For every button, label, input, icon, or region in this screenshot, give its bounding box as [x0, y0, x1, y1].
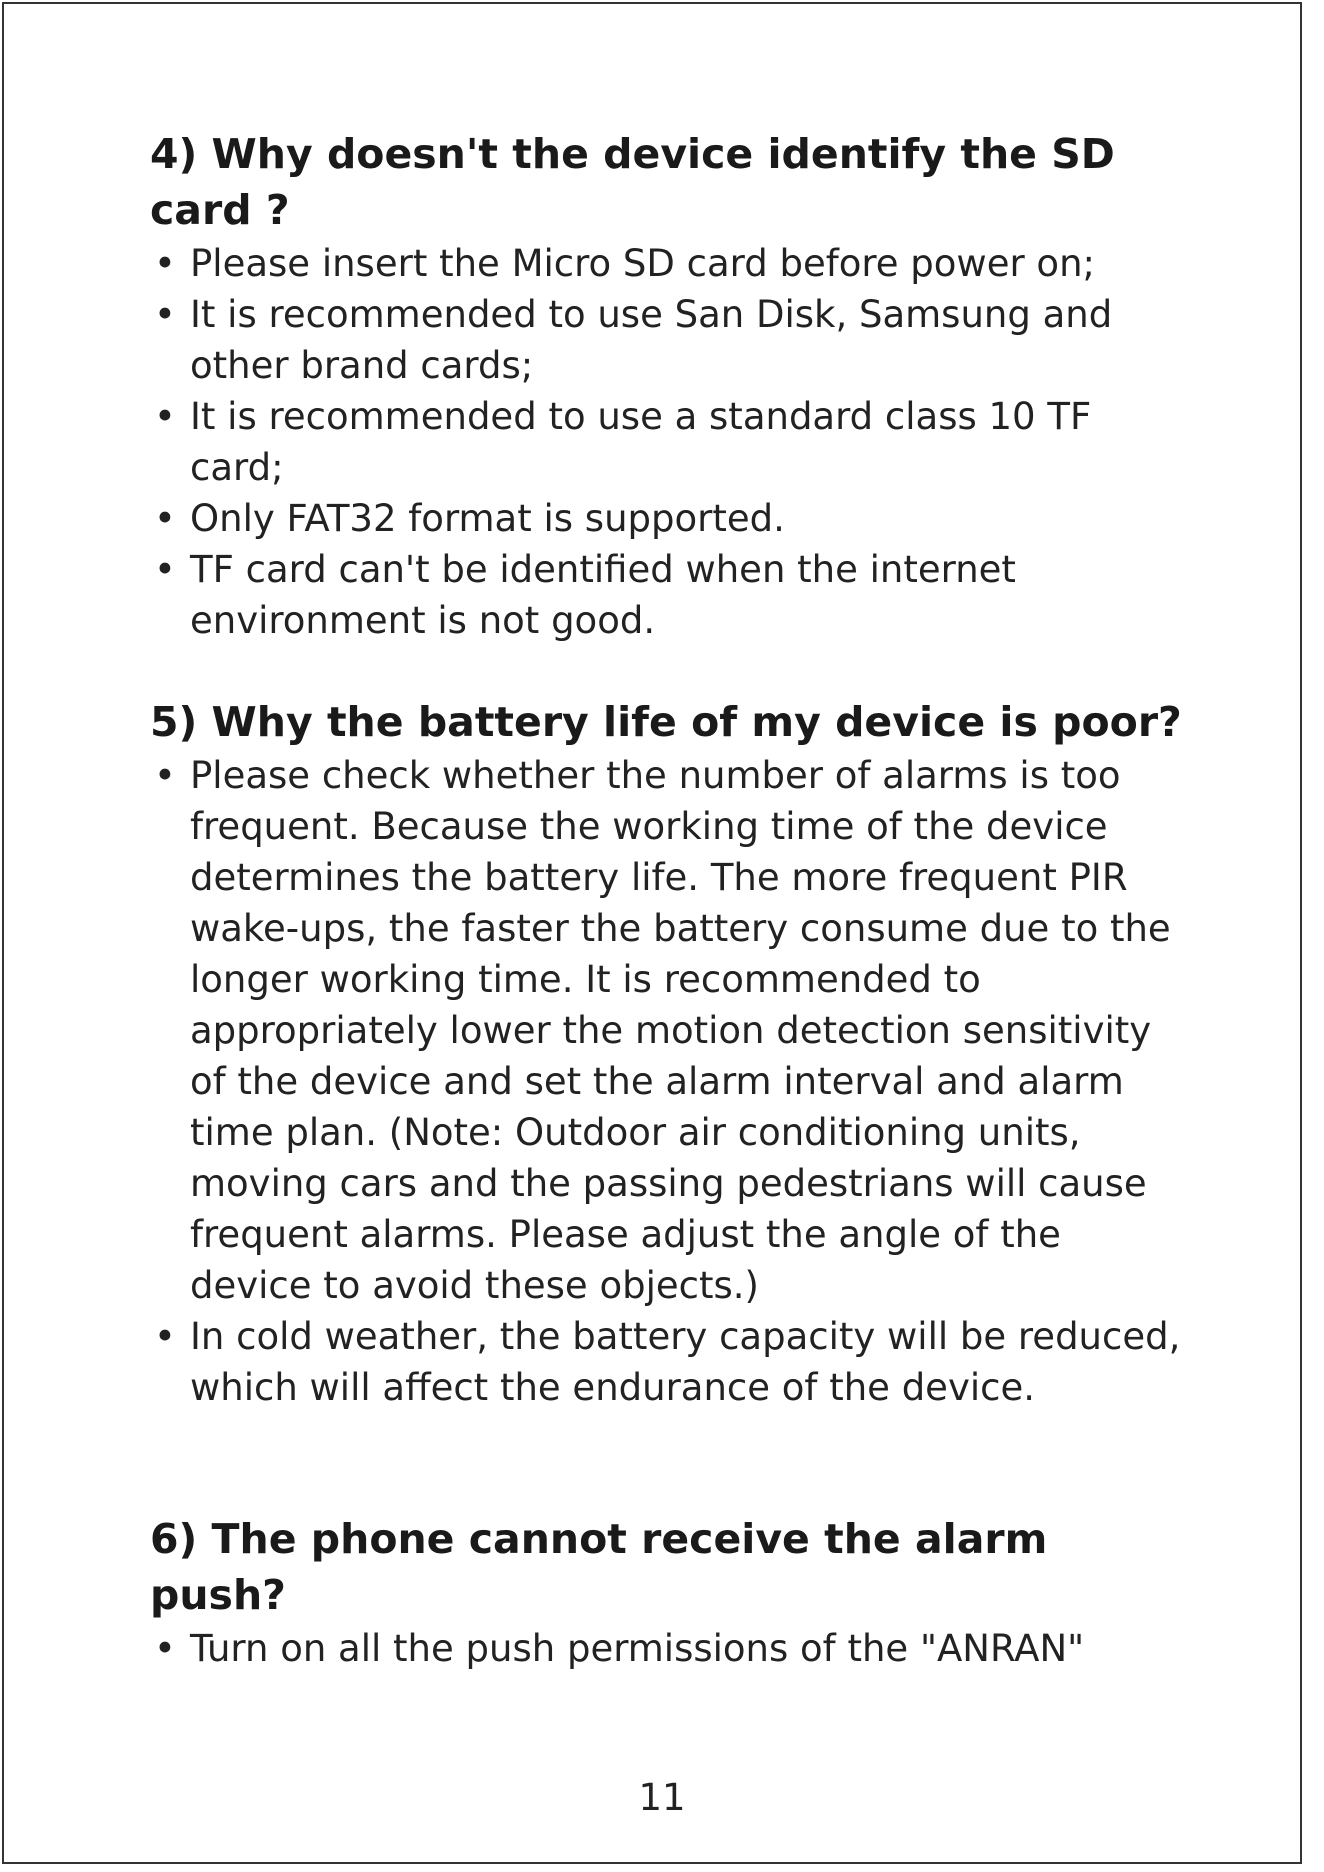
bullet-dot-icon: •	[154, 1627, 176, 1670]
bullet-dot-icon: •	[154, 395, 176, 438]
faq-section-alarm-push	[150, 1511, 1190, 1674]
faq-section-sd-card	[150, 126, 1190, 646]
page-number: 11	[638, 1776, 686, 1819]
bullet-dot-icon: •	[154, 754, 176, 797]
section-title: 4) Why doesn't the device identify the SD card ?	[150, 130, 1115, 234]
bullet-dot-icon: •	[154, 242, 176, 285]
bullet-text: Please check whether the number of alarms is too frequent. Because the working time of the device determines the battery life. The more frequent PIR wake-ups, the faster the battery consume due to the longer working time. It is recommended to appropriately lower the motion detection sensitivity of the device and set the alarm interval and alarm time plan. (Note: Outdoor air conditioning units, moving cars and the passing pedestrians will cause frequent alarms. Please adjust the angle of the device to avoid these objects.)	[190, 754, 1171, 1307]
bullet-item	[150, 238, 1190, 289]
bullet-list	[150, 238, 1190, 646]
bullet-list	[150, 750, 1190, 1413]
manual-page-content	[150, 126, 1190, 1674]
bullet-item	[150, 493, 1190, 544]
bullet-text: Only FAT32 format is supported.	[190, 497, 785, 540]
bullet-text: It is recommended to use a standard class 10 TF card;	[190, 395, 1092, 489]
bullet-dot-icon: •	[154, 548, 176, 591]
bullet-dot-icon: •	[154, 497, 176, 540]
bullet-text: In cold weather, the battery capacity will be reduced, which will affect the endurance of the device.	[190, 1315, 1181, 1409]
bullet-item	[150, 1311, 1190, 1413]
bullet-text: TF card can't be identified when the internet environment is not good.	[190, 548, 1016, 642]
bullet-text: It is recommended to use San Disk, Samsung and other brand cards;	[190, 293, 1113, 387]
section-title: 5) Why the battery life of my device is poor?	[150, 698, 1182, 746]
bullet-item	[150, 391, 1190, 493]
bullet-text: Turn on all the push permissions of the "ANRAN"	[190, 1627, 1085, 1670]
bullet-item	[150, 544, 1190, 646]
faq-section-battery-life	[150, 694, 1190, 1413]
section-title: 6) The phone cannot receive the alarm push?	[150, 1515, 1048, 1619]
bullet-item	[150, 750, 1190, 1311]
bullet-item	[150, 1623, 1190, 1674]
bullet-dot-icon: •	[154, 1315, 176, 1358]
bullet-dot-icon: •	[154, 293, 176, 336]
bullet-item	[150, 289, 1190, 391]
bullet-text: Please insert the Micro SD card before power on;	[190, 242, 1095, 285]
bullet-list	[150, 1623, 1190, 1674]
